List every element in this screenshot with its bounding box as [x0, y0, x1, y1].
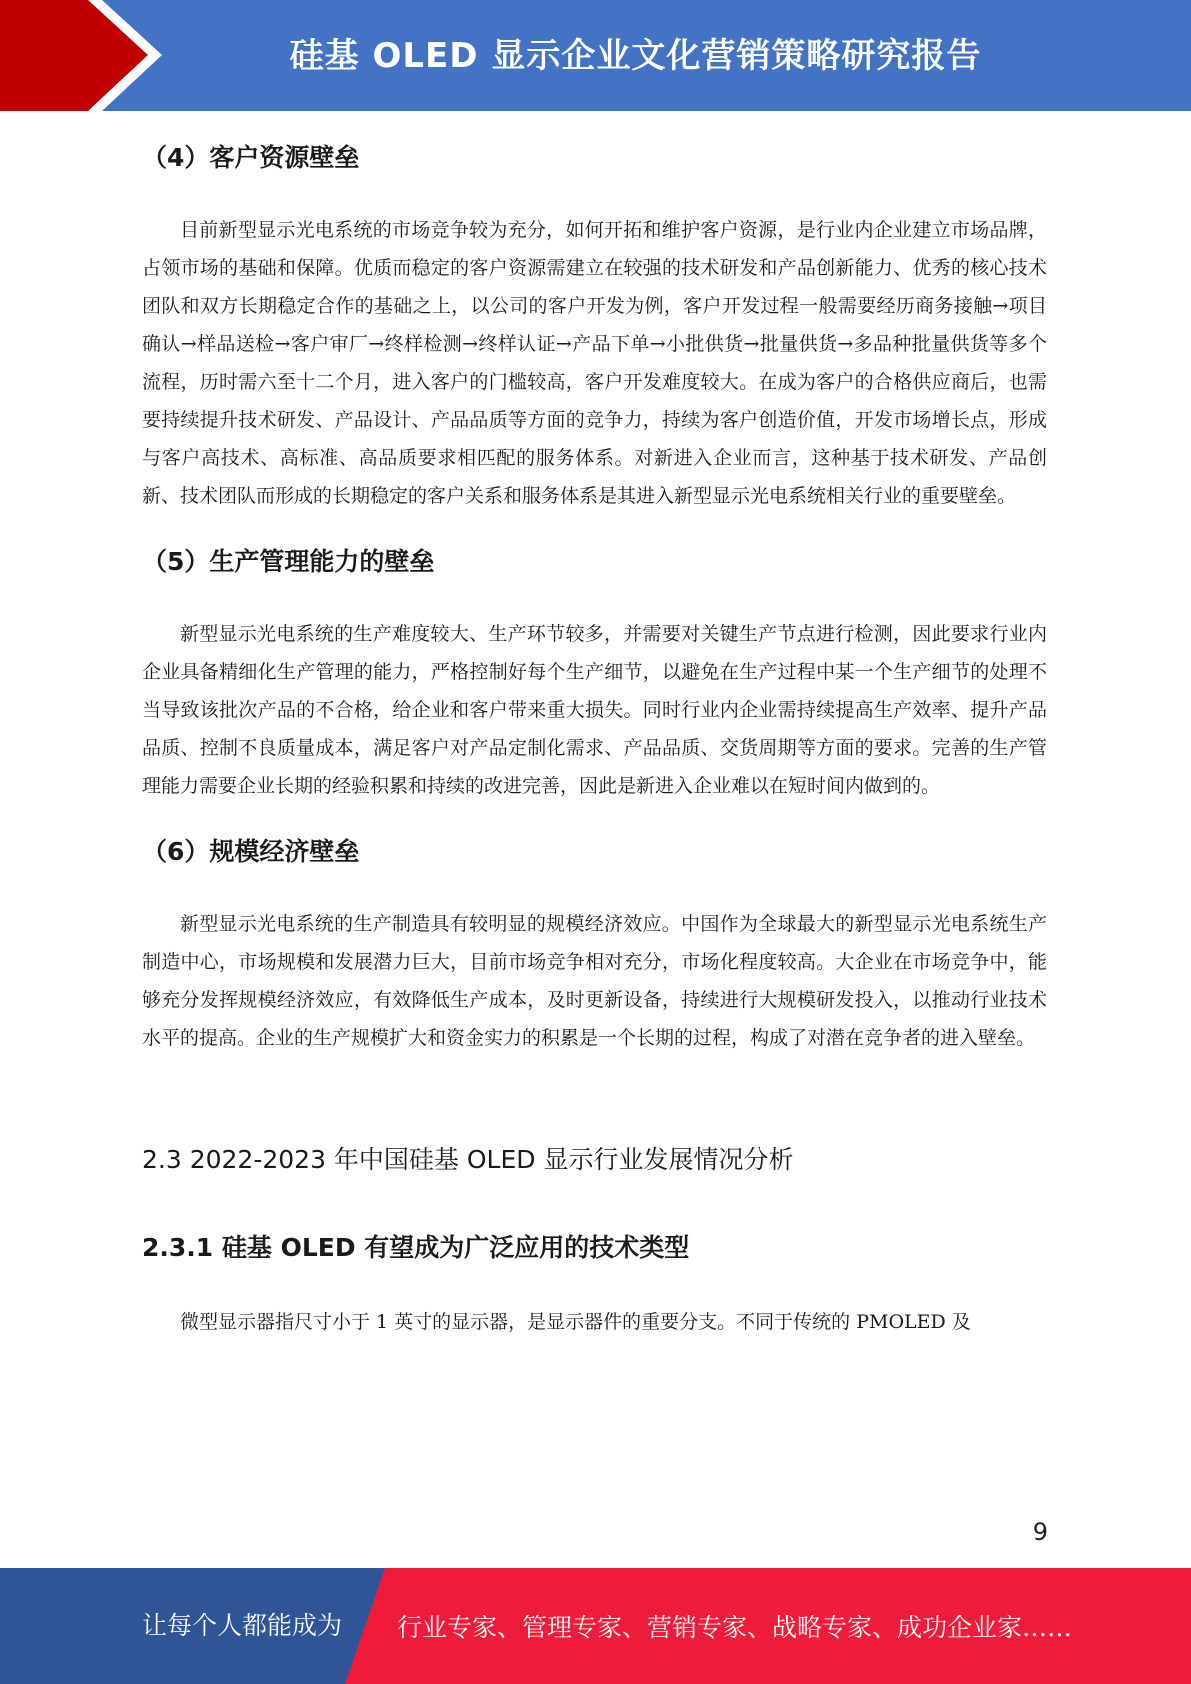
paragraph-microdisplay-intro: 微型显示器指尺寸小于 1 英寸的显示器，是显示器件的重要分支。不同于传统的 PMOLED 及 — [180, 1311, 971, 1333]
footer-slogan-left: 让每个人都能成为 — [142, 1611, 343, 1640]
footer-banner — [0, 1568, 1191, 1684]
header-banner — [0, 0, 1191, 111]
subsection-heading-2-3-1: 2.3.1 硅基 OLED 有望成为广泛应用的技术类型 — [142, 1233, 690, 1262]
chapter-heading-2-3: 2.3 2022-2023 年中国硅基 OLED 显示行业发展情况分析 — [142, 1145, 794, 1174]
paragraph-economies-of-scale: 新型显示光电系统的生产制造具有较明显的规模经济效应。中国作为全球最大的新型显示光电系统生产制造中心，市场规模和发展潜力巨大，目前市场竞争相对充分，市场化程度较高。大企业在市场竞争中，能够充分发挥规模经济效应，有效降低生产成本，及时更新设备，持续进行大规模研发投入，以推动行业技术水平的提高。企业的生产规模扩大和资金实力的积累是一个长期的过程，构成了对潜在竞争者的进入壁垒。 — [142, 913, 1047, 1049]
page-number: 9 — [1032, 1518, 1048, 1546]
section-heading-customer-resource: （4）客户资源壁垒 — [142, 143, 360, 172]
section-heading-production-management: （5）生产管理能力的壁垒 — [142, 547, 435, 576]
section-heading-economies-of-scale: （6）规模经济壁垒 — [142, 837, 360, 866]
paragraph-customer-resource: 目前新型显示光电系统的市场竞争较为充分，如何开拓和维护客户资源，是行业内企业建立市场品牌，占领市场的基础和保障。优质而稳定的客户资源需建立在较强的技术研发和产品创新能力、优秀的核心技术团队和双方长期稳定合作的基础之上，以公司的客户开发为例，客户开发过程一般需要经历商务接触→项目确认→样品送检→客户审厂→终样检测→终样认证→产品下单→小批供货→批量供货→多品种批量供货等多个流程，历时需六至十二个月，进入客户的门槛较高，客户开发难度较大。在成为客户的合格供应商后，也需要持续提升技术研发、产品设计、产品品质等方面的竞争力，持续为客户创造价值，开发市场增长点，形成与客户高技术、高标准、高品质要求相匹配的服务体系。对新进入企业而言，这种基于技术研发、产品创新、技术团队而形成的长期稳定的客户关系和服务体系是其进入新型显示光电系统相关行业的重要壁垒。 — [142, 219, 1047, 507]
footer-slogan-right: 行业专家、管理专家、营销专家、战略专家、成功企业家…… — [397, 1613, 1073, 1642]
page-content — [142, 125, 1047, 1363]
paragraph-production-management: 新型显示光电系统的生产难度较大、生产环节较多，并需要对关键生产节点进行检测，因此要求行业内企业具备精细化生产管理的能力，严格控制好每个生产细节，以避免在生产过程中某一个生产细节的处理不当导致该批次产品的不合格，给企业和客户带来重大损失。同时行业内企业需持续提高生产效率、提升产品品质、控制不良质量成本，满足客户对产品定制化需求、产品品质、交货周期等方面的要求。完善的生产管理能力需要企业长期的经验积累和持续的改进完善，因此是新进入企业难以在短时间内做到的。 — [142, 623, 1047, 797]
document-title: 硅基 OLED 显示企业文化营销策略研究报告 — [289, 36, 982, 76]
